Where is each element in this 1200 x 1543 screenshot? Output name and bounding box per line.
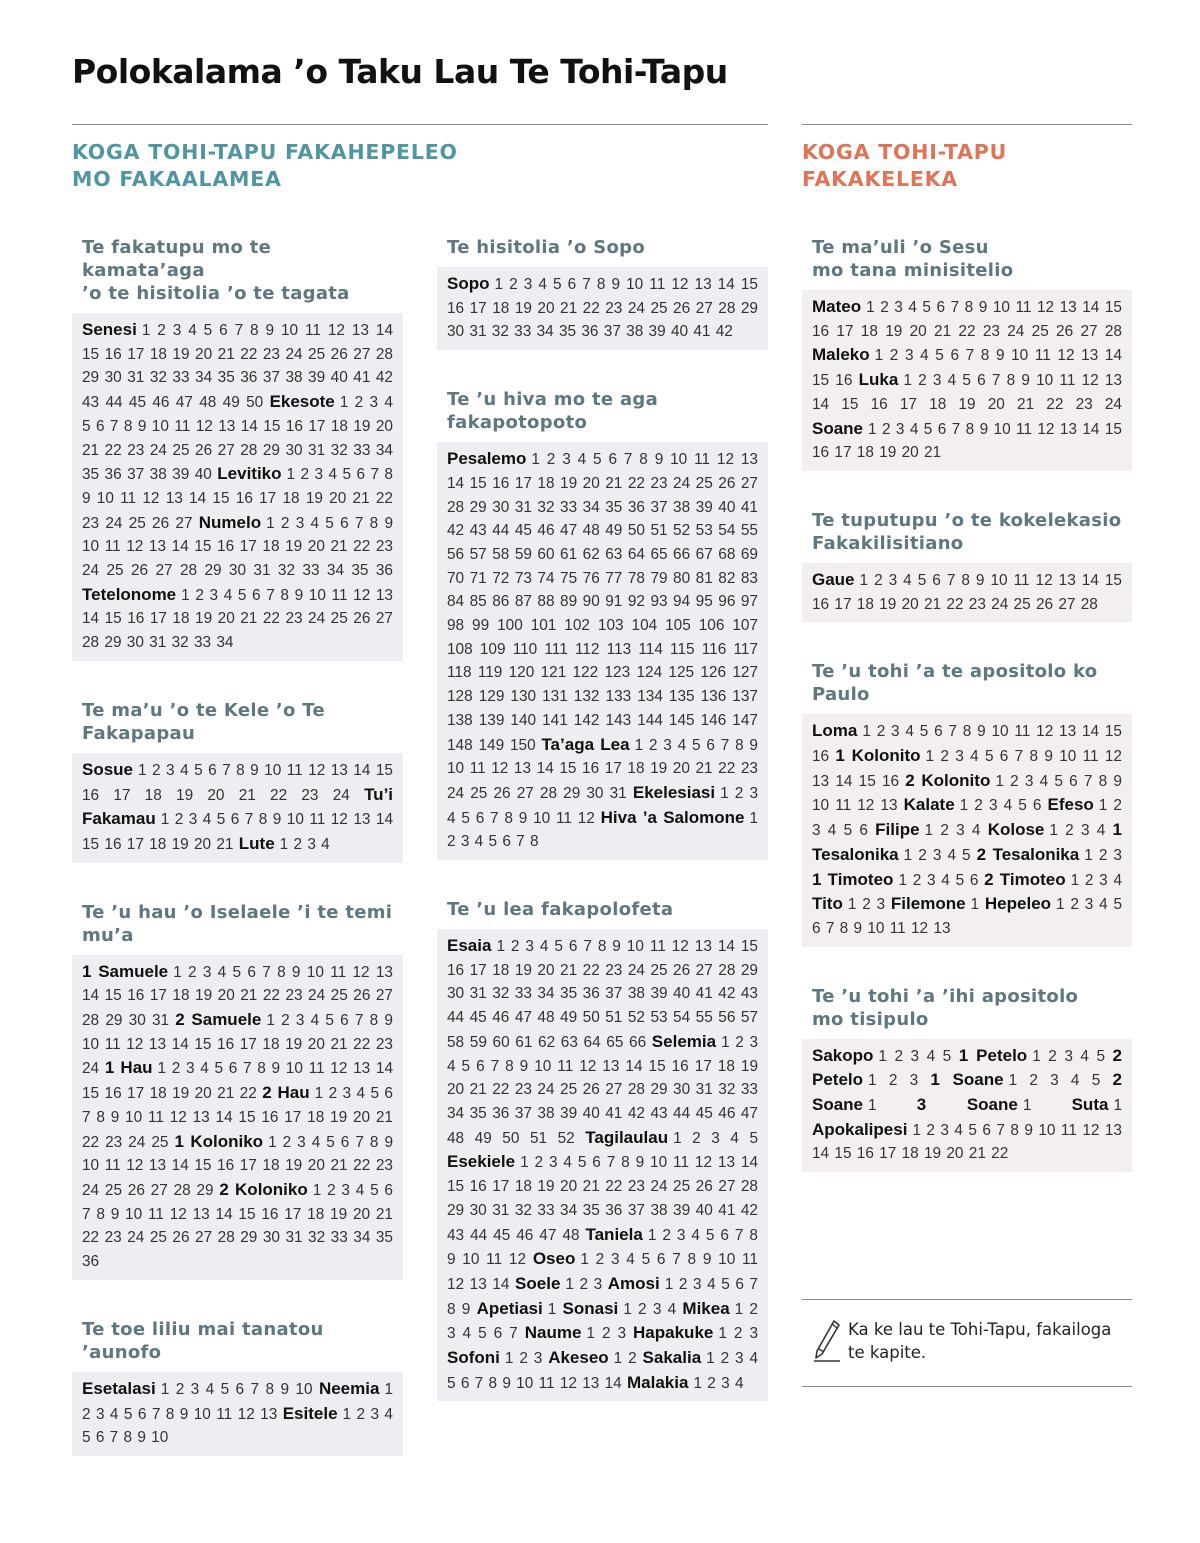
section-title-line: Te ’u hau ’o Iselaele ’i te temi mu’a — [82, 901, 393, 946]
book-name: 3 Soane — [916, 1095, 1018, 1115]
book-name: Maleko — [812, 345, 870, 365]
book-name: Sakalia — [642, 1348, 702, 1368]
section-title — [72, 1318, 403, 1364]
book-name: Esaia — [447, 936, 492, 956]
book-name: Pesalemo — [447, 449, 527, 469]
chapter-numbers[interactable]: 1 2 3 4 5 6 7 8 9 10 — [82, 1405, 393, 1447]
section-title-line: Te ’u tohi ’a te apositolo ko Paulo — [812, 661, 1098, 706]
book-name: Filemone — [890, 894, 966, 914]
chapter-list — [72, 955, 403, 1280]
chapter-numbers[interactable]: 1 2 3 4 5 6 7 8 9 10 11 12 13 14 15 16 17 18 19 20 21 22 23 24 25 26 27 28 29 — [82, 1133, 393, 1199]
book-name: Esekiele — [447, 1152, 516, 1172]
chapter-numbers[interactable]: 1 2 3 4 5 6 7 8 9 10 11 12 13 14 15 16 17 18 19 20 21 22 23 24 25 26 27 28 29 30 31 32 33 34 35 36 37 38 39 40 — [82, 394, 393, 484]
chapter-numbers[interactable]: 1 2 3 4 5 6 7 8 9 10 11 12 13 14 — [447, 1251, 759, 1293]
book-name: Kalate — [903, 795, 955, 815]
chapter-numbers[interactable]: 1 2 3 4 5 6 7 8 9 10 11 12 13 14 15 16 17 18 19 20 21 — [812, 420, 1122, 462]
chapter-numbers[interactable]: 1 2 3 4 — [623, 1300, 677, 1318]
book-name: Kolose — [987, 820, 1045, 840]
book-entry — [976, 844, 1122, 864]
book-name: Mikea — [682, 1298, 730, 1318]
book-entry — [1072, 1097, 1122, 1114]
chapter-numbers[interactable]: 1 2 3 4 5 6 7 8 9 10 11 12 13 14 15 16 17 18 19 20 21 22 23 24 25 26 27 28 29 30 31 — [447, 736, 758, 802]
chapter-numbers[interactable]: 1 2 3 4 5 6 7 — [447, 1300, 758, 1343]
book-entry — [930, 1072, 1100, 1089]
book-name: 2 Koloniko — [219, 1179, 308, 1199]
book-entry — [988, 822, 1106, 839]
chapter-numbers[interactable]: 1 — [547, 1300, 557, 1318]
chapter-numbers[interactable]: 1 2 3 4 — [279, 835, 330, 853]
chapter-numbers[interactable]: 1 2 3 4 5 6 7 8 9 10 11 12 13 14 15 16 17 18 19 20 21 22 23 24 — [82, 1012, 393, 1078]
section-title — [802, 509, 1132, 555]
reading-note — [802, 1299, 1132, 1387]
chapter-numbers[interactable]: 1 2 3 4 5 6 7 8 9 10 11 12 13 14 15 16 17 18 19 20 21 22 23 24 25 26 27 28 — [812, 571, 1122, 613]
chapter-numbers[interactable]: 1 2 3 4 — [1049, 822, 1106, 840]
book-name: Mateo — [812, 297, 862, 316]
book-entry — [904, 797, 1042, 814]
chapter-numbers[interactable]: 1 2 3 4 5 6 7 8 9 10 11 12 13 14 15 16 17 18 19 20 21 22 — [812, 1121, 1122, 1163]
book-entry — [812, 299, 1122, 340]
chapter-numbers[interactable]: 1 2 3 4 5 6 7 8 9 10 11 12 13 14 15 16 17 18 19 20 21 22 23 24 25 26 27 28 29 30 31 32 33 34 — [82, 586, 393, 652]
book-name: Gaue — [812, 569, 855, 589]
chapter-numbers[interactable]: 1 2 3 4 5 6 7 8 9 10 11 12 13 14 15 16 17 18 19 20 21 22 23 24 25 26 27 — [82, 466, 393, 532]
chapter-numbers[interactable]: 1 2 3 4 5 6 7 8 9 10 11 12 13 14 15 16 17 18 19 20 21 22 23 24 — [812, 372, 1123, 413]
chapter-list — [802, 1039, 1132, 1173]
chapter-numbers[interactable]: 1 2 3 4 5 6 7 8 9 10 11 12 13 14 15 16 17 18 19 20 21 22 23 24 25 26 27 28 29 30 31 32 33 34 35 36 37 38 39 40 41 42 43 44 45 46 47 48 49 50 51 52 53 54 55 56 57 58 59 60 61 62 63 64 65 66 67 68 69 70 71 72 73 74 75 76 77 78 79 80 81 82 83 84 85 86 87 88 89 90 91 92 93 94 95 96 97 98 99 100 101 102 103 104 105 106 107 108 109 110 111 112 113 114 115 116 117 118 119 120 121 122 123 124 125 126 127 128 129 130 131 132 133 134 135 136 137 138 139 140 141 142 143 144 145 146 147 148 149 150 — [447, 451, 758, 754]
chapter-numbers[interactable]: 1 2 3 — [847, 896, 886, 914]
book-name: 2 Kolonito — [905, 770, 991, 790]
section-title-line: fakapotopoto — [447, 412, 588, 434]
section-title-line: Te ’u hiva mo te aga — [447, 389, 659, 411]
chapter-numbers[interactable]: 1 2 3 4 5 6 7 8 9 10 11 12 13 14 15 16 — [812, 347, 1122, 390]
book-name: Tu’i Fakamau — [82, 784, 394, 829]
book-name: 2 Tesalonika — [976, 844, 1080, 864]
section-title-line: Te hisitolia ’o Sopo — [447, 237, 646, 258]
book-name: Esitele — [282, 1403, 338, 1423]
chapter-numbers[interactable]: 1 2 3 4 5 6 7 8 9 10 11 12 13 — [82, 1380, 393, 1423]
section-title — [802, 660, 1132, 706]
section-title — [72, 699, 403, 745]
chapter-numbers[interactable]: 1 2 3 — [565, 1275, 603, 1293]
chapter-numbers[interactable]: 1 2 3 4 5 6 7 8 9 10 11 12 13 14 15 16 17 18 19 20 21 22 23 24 25 26 27 28 29 30 31 — [82, 963, 393, 1030]
book-entry — [82, 584, 393, 652]
book-name: Tetelonome — [82, 584, 177, 604]
book-entry — [548, 1350, 636, 1367]
chapter-numbers[interactable]: 1 2 3 4 5 6 7 8 — [447, 809, 759, 851]
book-entry — [812, 1045, 952, 1065]
book-entry — [82, 759, 393, 804]
book-name: 1 Timoteo — [812, 869, 894, 889]
book-name: Loma — [812, 721, 858, 741]
reading-section — [802, 236, 1132, 471]
chapter-numbers[interactable]: 1 2 3 4 5 — [878, 1047, 952, 1065]
book-name: Hapakuke — [633, 1323, 714, 1343]
book-entry — [917, 1097, 1032, 1114]
chapter-numbers[interactable]: 1 2 3 — [1084, 846, 1122, 864]
chapter-list — [72, 753, 403, 863]
chapter-numbers[interactable]: 1 — [970, 896, 980, 914]
reading-section — [72, 236, 403, 661]
reading-section — [72, 901, 403, 1280]
book-name: 1 Samuele — [82, 961, 169, 981]
book-name: Selemia — [651, 1031, 717, 1051]
chapter-numbers[interactable]: 1 2 3 4 5 6 7 8 9 10 11 12 — [447, 1226, 758, 1269]
section-title — [802, 236, 1132, 282]
section-title-line: mo tisipulo — [812, 1008, 929, 1030]
book-name: Sosue — [82, 759, 134, 779]
book-name: Sofoni — [447, 1348, 500, 1368]
chapter-numbers[interactable]: 1 2 3 4 5 6 7 8 9 10 11 12 13 14 15 16 — [812, 723, 1122, 766]
chapter-numbers[interactable]: 1 2 3 4 5 6 — [812, 797, 1122, 840]
reading-section — [437, 898, 768, 1401]
book-name: Filipe — [875, 820, 920, 840]
book-name: Neemia — [318, 1378, 380, 1398]
chapter-numbers[interactable]: 1 2 3 4 5 6 7 8 9 10 11 12 13 14 15 16 17 18 19 20 21 22 — [82, 1060, 394, 1103]
book-name: Senesi — [82, 320, 137, 339]
book-name: Soele — [515, 1273, 561, 1293]
pencil-icon — [812, 1318, 842, 1362]
reading-section — [437, 388, 768, 860]
column-3 — [802, 236, 1132, 1210]
book-name: Efeso — [1047, 795, 1094, 815]
chapter-list — [72, 1372, 403, 1456]
book-name: Soane — [812, 418, 864, 438]
book-name: 1 Petelo — [958, 1045, 1028, 1065]
book-name: 2 Samuele — [175, 1010, 262, 1030]
page-title: Polokalama ’o Taku Lau Te Tohi-Tapu — [72, 52, 728, 91]
chapter-list — [437, 442, 768, 860]
book-entry — [627, 1372, 744, 1392]
book-name: Apokalipesi — [812, 1119, 908, 1139]
book-entry — [515, 1273, 603, 1293]
chapter-numbers[interactable]: 1 2 3 — [868, 1072, 919, 1090]
chapter-numbers[interactable]: 1 2 3 4 5 6 7 8 9 10 11 12 13 14 15 16 17 18 19 20 21 22 23 24 25 26 27 28 29 30 31 32 33 34 35 36 37 38 39 40 41 42 43 44 45 46 47 48 49 50 — [82, 322, 393, 412]
chapter-numbers[interactable]: 1 2 — [613, 1350, 637, 1368]
chapter-numbers[interactable]: 1 2 3 4 5 6 7 8 9 10 11 12 13 14 15 16 17 18 19 20 21 22 23 24 25 26 27 28 29 30 31 32 33 34 35 36 37 38 39 40 41 42 43 44 45 46 47 48 49 50 51 52 — [447, 1033, 759, 1147]
book-name: Levitiko — [217, 464, 282, 484]
book-name: Ekesote — [269, 392, 335, 412]
reading-section — [802, 985, 1132, 1173]
book-name: 1 Soane — [930, 1070, 1004, 1090]
book-name: 1 Tesalonika — [812, 820, 1122, 864]
chapter-numbers[interactable]: 1 2 3 4 5 — [1032, 1047, 1106, 1065]
book-name: Luka — [858, 370, 899, 390]
reading-section — [437, 236, 768, 350]
chapter-numbers[interactable]: 1 2 3 — [504, 1350, 543, 1368]
book-name: Ekelesiasi — [632, 782, 716, 802]
chapter-numbers[interactable]: 1 2 3 4 5 6 7 8 9 10 11 12 13 14 15 16 17 18 19 20 21 22 23 24 25 26 27 28 29 30 31 32 33 34 35 36 — [82, 1181, 393, 1271]
chapter-list — [72, 313, 403, 661]
chapter-numbers[interactable]: 1 2 3 4 5 6 7 8 9 — [447, 1275, 758, 1318]
chapter-list — [437, 929, 768, 1401]
section-title — [437, 236, 768, 259]
chapter-numbers[interactable]: 1 2 3 4 5 6 7 8 9 10 11 12 13 14 15 16 17 18 19 20 21 22 23 24 — [82, 761, 393, 804]
book-name: 2 Soane — [812, 1070, 1122, 1115]
book-name: Taniela — [585, 1224, 643, 1244]
book-name: Sopo — [447, 274, 490, 293]
book-entry — [891, 896, 979, 913]
book-name: Sonasi — [562, 1298, 619, 1318]
reading-section — [72, 699, 403, 863]
chapter-numbers[interactable]: 1 2 3 — [718, 1325, 758, 1343]
chapter-numbers[interactable]: 1 2 3 4 — [924, 822, 981, 840]
book-name: Sakopo — [812, 1045, 874, 1065]
section-title-line: Te toe liliu mai tanatou ’aunofo — [82, 1318, 324, 1363]
book-entry — [476, 1298, 557, 1318]
heading-line: FAKAKELEKA — [802, 167, 958, 191]
book-name: Hiva ’a Salomone — [600, 807, 745, 827]
section-title-line: Te ma’u ’o te Kele ’o Te Fakapapau — [82, 699, 325, 744]
section-title-line: Te ’u tohi ’a ’ihi apositolo — [812, 985, 1079, 1007]
chapter-numbers[interactable]: 1 2 3 4 5 6 7 8 9 10 11 12 13 14 15 16 — [812, 748, 1122, 790]
reading-section — [802, 660, 1132, 946]
section-title-line: Te ma’uli ’o Sesu — [812, 237, 989, 258]
book-entry — [238, 833, 330, 853]
book-entry — [812, 1119, 1122, 1163]
chapter-numbers[interactable]: 1 2 3 4 5 6 7 8 9 10 11 12 13 14 15 16 17 18 19 20 21 22 23 24 25 26 27 28 29 30 31 32 33 34 35 36 37 38 39 40 41 42 — [447, 276, 758, 341]
book-entry — [447, 451, 758, 753]
chapter-numbers[interactable]: 1 2 3 4 5 6 7 8 9 10 11 12 13 — [812, 896, 1123, 937]
chapter-numbers[interactable]: 1 — [868, 1097, 877, 1115]
section-title — [72, 236, 403, 305]
section-title-line: ’o te hisitolia ’o te tagata — [82, 283, 350, 304]
chapter-numbers[interactable]: 1 2 3 4 5 6 7 8 9 10 11 12 13 — [812, 772, 1122, 815]
chapter-numbers[interactable]: 1 2 3 4 5 6 7 8 9 10 11 12 13 14 15 16 17 18 19 20 21 22 23 24 25 26 27 28 29 30 31 32 33 34 35 36 37 38 39 40 41 42 43 44 45 46 47 48 49 50 51 52 53 54 55 56 57 58 59 60 61 62 63 64 65 66 — [447, 938, 758, 1051]
section-title-line: Te fakatupu mo te kamata’aga — [82, 237, 272, 281]
section-title — [802, 985, 1132, 1031]
chapter-numbers[interactable]: 1 — [1113, 1097, 1122, 1115]
chapter-numbers[interactable]: 1 2 3 4 — [1070, 871, 1123, 889]
chapter-numbers[interactable]: 1 2 3 4 5 6 7 8 9 10 11 12 — [447, 784, 759, 827]
section-title — [437, 388, 768, 434]
book-name: Hepeleo — [984, 894, 1052, 914]
book-name: Malakia — [627, 1372, 689, 1392]
chapter-numbers[interactable]: 1 2 3 4 5 6 7 8 9 10 11 12 13 14 15 16 17 18 19 20 21 — [82, 811, 393, 853]
right-top-rule — [802, 124, 1132, 125]
book-entry — [812, 418, 1122, 462]
heading-line: MO FAKAALAMEA — [72, 167, 282, 191]
book-entry — [82, 1378, 313, 1398]
chapter-numbers[interactable]: 1 2 3 4 5 6 7 8 9 10 11 12 13 14 15 16 17 18 19 20 21 22 23 24 25 — [82, 1085, 393, 1151]
section-title-line: Te tuputupu ’o te kokelekasio — [812, 509, 1122, 531]
book-entry — [562, 1298, 677, 1318]
book-entry — [525, 1325, 626, 1342]
column-1 — [72, 236, 403, 1494]
book-name: 1 Koloniko — [174, 1131, 264, 1151]
heading-line: KOGA TOHI-TAPU FAKAHEPELEO — [72, 140, 458, 164]
book-name: Tagilaulau — [585, 1127, 669, 1147]
chapter-list — [437, 267, 768, 350]
book-name: Numelo — [198, 512, 262, 532]
chapter-numbers[interactable]: 1 — [1022, 1097, 1032, 1115]
book-entry — [984, 869, 1123, 889]
heading-line: KOGA TOHI-TAPU — [802, 140, 1008, 164]
book-entry — [812, 869, 979, 889]
chapter-numbers[interactable]: 1 2 3 4 5 — [673, 1129, 759, 1147]
book-name: Esetalasi — [82, 1378, 156, 1398]
book-entry — [812, 896, 885, 913]
reading-section — [72, 1318, 403, 1456]
section-title-line: Fakakilisitiano — [812, 532, 964, 554]
chapter-numbers[interactable]: 1 2 3 4 5 6 7 8 9 10 — [160, 1380, 313, 1398]
section-title-line: Te ’u lea fakapolofeta — [447, 899, 674, 921]
book-entry — [633, 1325, 758, 1342]
section-title-line: mo tana minisitelio — [812, 260, 1014, 281]
book-name: Tito — [812, 894, 843, 914]
book-name: Apetiasi — [476, 1298, 543, 1318]
hebrew-aramaic-heading — [72, 139, 458, 193]
book-name: Naume — [524, 1323, 582, 1343]
reading-section — [802, 509, 1132, 622]
book-name: Oseo — [532, 1249, 576, 1269]
book-name: 1 Hau — [104, 1058, 153, 1078]
chapter-numbers[interactable]: 1 2 3 4 5 6 — [959, 797, 1042, 815]
book-entry — [585, 1127, 759, 1147]
book-entry — [812, 569, 1122, 613]
book-entry — [447, 1350, 542, 1367]
chapter-numbers[interactable]: 1 2 3 4 5 6 7 8 9 10 11 12 13 14 15 16 17 18 19 20 21 22 23 24 25 26 27 28 — [812, 299, 1122, 340]
left-top-rule — [72, 124, 768, 125]
book-name: 2 Timoteo — [984, 869, 1066, 889]
book-name: Amosi — [607, 1273, 660, 1293]
chapter-numbers[interactable]: 1 2 3 — [586, 1325, 627, 1343]
book-name: 2 Petelo — [812, 1045, 1122, 1090]
book-name: Ta’aga Lea — [541, 734, 630, 754]
note-text: Ka ke lau te Tohi-Tapu, fakailoga te kapite. — [848, 1320, 1112, 1362]
book-entry — [447, 276, 758, 340]
chapter-numbers[interactable]: 1 2 3 4 5 6 — [898, 871, 979, 889]
section-title — [72, 901, 403, 947]
chapter-list — [802, 714, 1132, 946]
book-name: 1 Kolonito — [835, 746, 921, 766]
book-entry — [875, 822, 980, 839]
chapter-numbers[interactable]: 1 2 3 4 5 6 7 8 9 10 11 12 13 14 15 16 17 18 19 20 21 22 23 24 25 26 27 28 29 30 31 32 33 34 35 36 — [82, 514, 393, 580]
greek-heading — [802, 139, 1007, 193]
book-entry — [958, 1045, 1106, 1065]
chapter-numbers[interactable]: 1 2 3 4 — [693, 1374, 744, 1392]
chapter-list — [802, 290, 1132, 471]
chapter-numbers[interactable]: 1 2 3 4 5 6 7 8 9 10 11 12 13 14 15 16 17 18 19 20 21 22 23 24 25 26 27 28 29 30 31 32 33 34 35 36 37 38 39 40 41 42 43 44 45 46 47 48 — [447, 1154, 758, 1244]
chapter-list — [802, 563, 1132, 622]
chapter-numbers[interactable]: 1 2 3 4 5 — [903, 846, 971, 864]
book-name: Suta — [1071, 1095, 1109, 1115]
chapter-numbers[interactable]: 1 2 3 4 5 — [1008, 1072, 1101, 1090]
book-name: 2 Hau — [262, 1083, 310, 1103]
section-title — [437, 898, 768, 921]
chapter-numbers[interactable]: 1 2 3 4 5 6 7 8 9 10 11 12 13 14 — [447, 1350, 758, 1392]
book-entry — [812, 372, 1122, 413]
book-name: Akeseo — [548, 1348, 609, 1368]
book-name: Lute — [238, 833, 275, 853]
column-2 — [437, 236, 768, 1439]
